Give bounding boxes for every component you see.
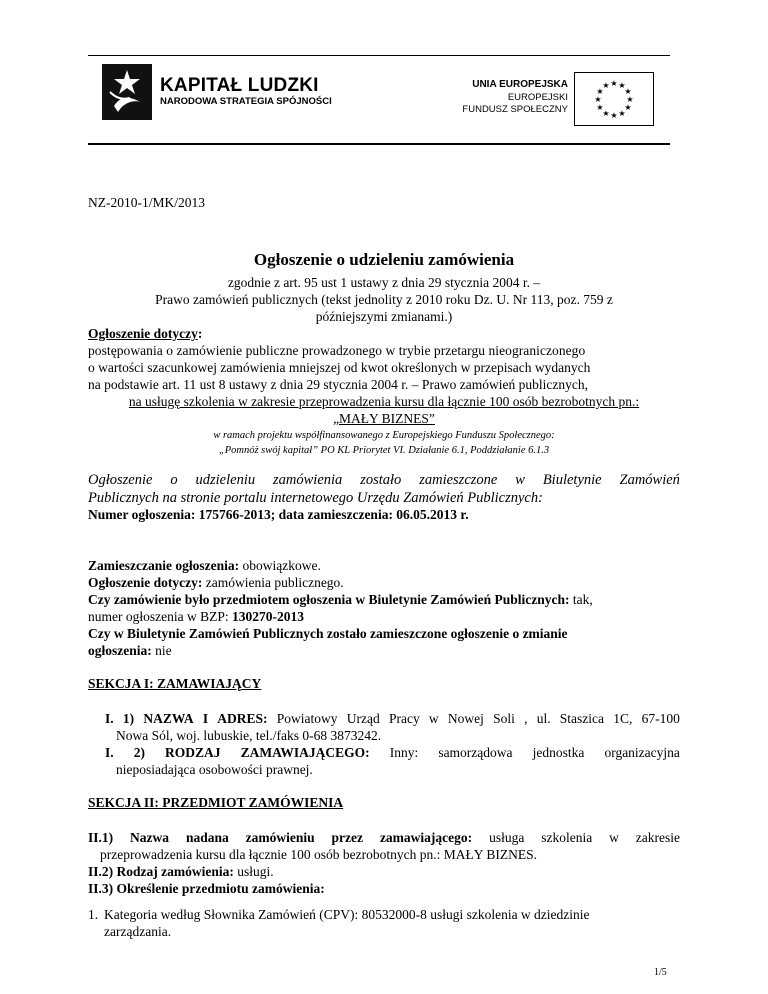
dotyczy-label-text: Ogłoszenie dotyczy [88, 326, 198, 341]
dotyczy-line-1: postępowania o zamówienie publiczne prowadzonego w trybie przetargu nieograniczonego [88, 343, 586, 358]
word: NAZWA [143, 711, 194, 726]
dotyczy-line-5: „MAŁY BIZNES” [333, 411, 435, 426]
pub-word: Ogłoszenie [88, 472, 153, 488]
eu-logo [444, 72, 654, 132]
word: I [202, 711, 209, 726]
reference-number: NZ-2010-1/MK/2013 [88, 195, 205, 210]
info-value-4: 130270-2013 [231, 609, 304, 624]
word: przez [331, 830, 364, 845]
info-text-4: numer ogłoszenia w BZP: [88, 609, 232, 624]
kapital-ludzki-emblem-icon [100, 62, 156, 122]
pub-word: udzieleniu [195, 472, 256, 488]
eu-flag-icon [574, 72, 654, 126]
svg-text:★: ★ [618, 81, 626, 90]
kl-subtitle: NARODOWA STRATEGIA SPÓJNOŚCI [160, 96, 332, 107]
info-line-6 [88, 643, 680, 659]
word: RODZAJ [165, 745, 221, 760]
heading-line-3: późniejszymi zmianami.) [315, 309, 453, 324]
word: 1) [122, 711, 135, 726]
word: zamawiającego: [379, 830, 473, 845]
word: Soli [493, 711, 515, 726]
info-line-5: Czy w Biuletynie Zamówień Publicznych zostało zamieszczone ogłoszenie o zmianie [88, 626, 568, 641]
info-label-1: Zamieszczanie ogłoszenia: [88, 558, 240, 573]
info-line-3 [88, 592, 680, 608]
word: Inny: [389, 745, 419, 760]
svg-text:★: ★ [624, 103, 632, 112]
svg-text:★: ★ [610, 111, 618, 120]
ii2-label: II.2) Rodzaj zamówienia: [88, 864, 234, 879]
word: 67-100 [641, 711, 680, 726]
section-2-item-1-line-2: przeprowadzenia kursu dla łącznie 100 osób bezrobotnych pn.: MAŁY BIZNES. [100, 847, 538, 862]
section-1-item-2-line-2: nieposiadająca osobowości prawnej. [116, 762, 313, 777]
pub-word: zamieszczone [419, 472, 498, 488]
svg-text:★: ★ [626, 95, 634, 104]
kapital-ludzki-logo [100, 62, 340, 122]
info-value-2: zamówienia publicznego. [202, 575, 344, 590]
header-rule [88, 143, 670, 145]
section-1-item-1-line-1 [105, 711, 680, 727]
word: I. [105, 711, 114, 726]
document-title: Ogłoszenie o udzieleniu zamówienia [253, 250, 515, 269]
pub-word: w [515, 472, 525, 488]
pub-word: zostało [360, 472, 402, 488]
info-label-6: ogłoszenia: [88, 643, 152, 658]
word: usługa [489, 830, 525, 845]
word: nadana [185, 830, 229, 845]
svg-text:★: ★ [596, 87, 604, 96]
word: Pracy [388, 711, 420, 726]
pub-word: Biuletynie [542, 472, 602, 488]
word: zamówieniu [245, 830, 315, 845]
svg-text:★: ★ [594, 95, 602, 104]
word: ADRES: [217, 711, 268, 726]
word: I. [105, 745, 114, 760]
word: Powiatowy [276, 711, 338, 726]
word: jednostka [532, 745, 585, 760]
word: ZAMAWIAJĄCEGO: [240, 745, 370, 760]
list-item-1-number: 1. [88, 907, 99, 922]
dotyczy-colon: : [197, 326, 203, 341]
eu-line-1: EUROPEJSKI [507, 92, 568, 103]
pub-word: o [170, 472, 178, 488]
info-value-1: obowiązkowe. [239, 558, 321, 573]
info-line-2 [88, 575, 680, 591]
word: 2) [133, 745, 145, 760]
section-2-heading: SEKCJA II: PRZEDMIOT ZAMÓWIENIA [88, 795, 344, 810]
section-1-item-1-line-2: Nowa Sól, woj. lubuskie, tel./faks 0-68 3873242. [116, 728, 382, 743]
svg-text:★: ★ [618, 109, 626, 118]
publication-line-1 [88, 471, 680, 489]
info-value-3: tak, [569, 592, 593, 607]
info-value-6: nie [151, 643, 172, 658]
dotyczy-line-3: na podstawie art. 11 ust 8 ustawy z dnia 29 stycznia 2004 r. – Prawo zamówień publicznych, [88, 377, 589, 392]
list-item-1-line-1 [88, 907, 680, 923]
section-2-item-1-line-1 [88, 830, 680, 846]
page-number: 1/5 [654, 967, 667, 978]
info-label-3: Czy zamówienie było przedmiotem ogłoszenia w Biuletynie Zamówień Publicznych: [88, 592, 570, 607]
word: szkolenia [541, 830, 593, 845]
section-2-item-2 [88, 864, 680, 880]
info-line-4 [88, 609, 680, 625]
kl-title: KAPITAŁ LUDZKI [160, 75, 319, 96]
section-2-item-3: II.3) Określenie przedmiotu zamówienia: [88, 881, 325, 896]
word: Urząd [346, 711, 380, 726]
word: samorządowa [438, 745, 513, 760]
publication-number: Numer ogłoszenia: 175766-2013; data zamieszczenia: 06.05.2013 r. [88, 507, 469, 522]
word: II.1) [88, 830, 114, 845]
word: Staszica [559, 711, 605, 726]
svg-text:★: ★ [602, 81, 610, 90]
top-rule [88, 55, 670, 56]
word: zakresie [635, 830, 680, 845]
section-1-item-2-line-1 [105, 745, 680, 761]
dotyczy-line-2: o wartości szacunkowej zamówienia mniejszej od kwot określonych w przepisach wydanych [88, 360, 591, 375]
dotyczy-label [88, 326, 680, 342]
word: Nowej [447, 711, 484, 726]
svg-text:★: ★ [596, 103, 604, 112]
word: w [609, 830, 619, 845]
info-line-1 [88, 558, 680, 574]
dotyczy-line-4: na usługę szkolenia w zakresie przeprowadzenia kursu dla łącznie 100 osób bezrobotnych pn.: [128, 394, 640, 409]
eu-line-2: FUNDUSZ SPOŁECZNY [462, 104, 568, 115]
word: 1C, [613, 711, 633, 726]
list-item-1-line-2: zarządzania. [104, 924, 172, 939]
ii2-value: usługi. [233, 864, 274, 879]
publication-line-2: Publicznych na stronie portalu internetowego Urzędu Zamówień Publicznych: [88, 490, 543, 506]
word: w [428, 711, 439, 726]
heading-line-1: zgodnie z art. 95 ust 1 ustawy z dnia 29 stycznia 2004 r. – [227, 275, 541, 290]
pub-word: zamówienia [273, 472, 343, 488]
pub-word: Zamówień [619, 472, 680, 488]
project-line-1: w ramach projektu współfinansowanego z Europejskiego Funduszu Społecznego: [213, 430, 555, 441]
word: ul. [536, 711, 551, 726]
section-1-heading: SEKCJA I: ZAMAWIAJĄCY [88, 676, 262, 691]
list-item-1-text: Kategoria według Słownika Zamówień (CPV): 80532000-8 usługi szkolenia w dziedzinie [104, 907, 590, 922]
heading-line-2: Prawo zamówień publicznych (tekst jednolity z 2010 roku Dz. U. Nr 113, poz. 759 z [155, 292, 613, 307]
word: , [524, 711, 528, 726]
svg-text:★: ★ [610, 79, 618, 88]
word: organizacyjna [604, 745, 680, 760]
info-label-2: Ogłoszenie dotyczy: [88, 575, 203, 590]
project-line-2: „Pomnóż swój kapitał” PO KL Priorytet VI. Działanie 6.1, Poddziałanie 6.1.3 [218, 445, 550, 456]
word: Nazwa [130, 830, 170, 845]
svg-text:★: ★ [624, 87, 632, 96]
eu-title: UNIA EUROPEJSKA [472, 79, 568, 90]
svg-text:★: ★ [602, 109, 610, 118]
